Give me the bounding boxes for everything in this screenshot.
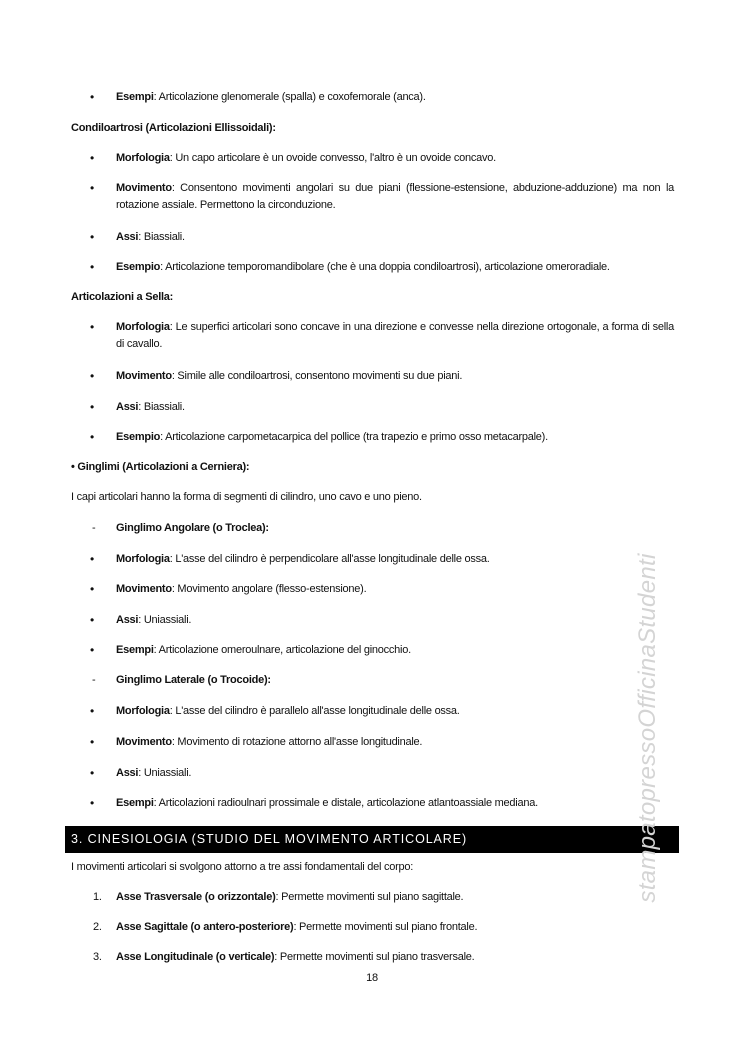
sub-subheading: Ginglimo Angolare (o Troclea): — [116, 522, 269, 534]
list-item-text: : Articolazioni radioulnari prossimale e distale, articolazione atlantoassiale mediana. — [153, 797, 538, 809]
bullet-icon: • — [90, 369, 94, 383]
section-intro: I movimenti articolari si svolgono attorno a tre assi fondamentali del corpo: — [71, 861, 414, 873]
bullet-icon: • — [90, 552, 94, 566]
list-item-text: : Uniassiali. — [138, 767, 192, 779]
list-item-term: Morfologia — [116, 553, 170, 565]
list-item-term: Movimento — [116, 182, 172, 194]
list-item — [116, 551, 674, 568]
numbered-item — [116, 919, 674, 936]
list-item-term: Movimento — [116, 370, 172, 382]
list-item-text: : Biassiali. — [138, 231, 185, 243]
axis-description: : Permette movimenti sul piano frontale. — [293, 921, 478, 933]
list-item-text: : Consentono movimenti angolari su due piani (flessione-estensione, abduzione-adduzione) ma non la rotazione assiale. Permettono la circonduzione. — [116, 182, 674, 211]
subheading-line — [71, 121, 276, 135]
list-item-text: : Articolazione omeroulnare, articolazione del ginocchio. — [153, 644, 411, 656]
bullet-icon: • — [90, 766, 94, 780]
list-item-term: Assi — [116, 767, 139, 779]
list-item-term: Movimento — [116, 736, 172, 748]
list-item — [116, 765, 674, 782]
list-item-text: : Movimento angolare (flesso-estensione). — [171, 583, 367, 595]
list-item-term: Morfologia — [116, 705, 170, 717]
subheading: Articolazioni a Sella: — [71, 291, 174, 303]
list-number: 3. — [93, 951, 102, 963]
numbered-item — [116, 889, 674, 906]
list-item-text: : Un capo articolare è un ovoide convesso, l'altro è un ovoide concavo. — [169, 152, 496, 164]
bullet-icon: • — [90, 582, 94, 596]
bullet-icon: • — [90, 796, 94, 810]
list-item-text: : Articolazione temporomandibolare (che è una doppia condiloartrosi), articolazione omeroradiale. — [160, 261, 610, 273]
bullet-icon: • — [90, 400, 94, 414]
numbered-item — [116, 949, 674, 966]
bullet-icon: • — [90, 320, 94, 334]
list-item — [116, 89, 674, 106]
list-item — [116, 612, 674, 629]
subheading: Condiloartrosi (Articolazioni Ellissoidali): — [71, 122, 276, 134]
bullet-icon: • — [90, 230, 94, 244]
list-item — [116, 150, 674, 167]
axis-description: : Permette movimenti sul piano sagittale. — [275, 891, 464, 903]
axis-description: : Permette movimenti sul piano trasversale. — [274, 951, 475, 963]
bullet-icon: • — [90, 613, 94, 627]
list-item — [116, 180, 674, 214]
axis-name: Asse Trasversale (o orizzontale) — [116, 891, 276, 903]
list-item — [116, 429, 674, 446]
axis-name: Asse Sagittale (o antero-posteriore) — [116, 921, 294, 933]
list-item-term: Esempi — [116, 797, 154, 809]
bullet-icon: • — [90, 643, 94, 657]
list-item-term: Esempio — [116, 261, 161, 273]
list-item — [116, 259, 674, 276]
list-item — [116, 642, 674, 659]
section-header: 3. CINESIOLOGIA (STUDIO DEL MOVIMENTO ARTICOLARE) — [65, 826, 679, 853]
list-item-term: Assi — [116, 614, 139, 626]
list-item-term: Assi — [116, 231, 139, 243]
list-item-text: : Simile alle condiloartrosi, consentono movimenti su due piani. — [171, 370, 463, 382]
dash-item — [116, 672, 674, 689]
list-item-term: Esempio — [116, 431, 161, 443]
dash-marker: - — [92, 674, 96, 686]
list-item-text: : Articolazione carpometacarpica del pollice (tra trapezio e primo osso metacarpale). — [160, 431, 548, 443]
list-item-text: : Le superfici articolari sono concave in una direzione e convesse nella direzione ortogonale, a forma di sella di cavallo. — [116, 321, 674, 350]
bullet-icon: • — [90, 90, 94, 104]
list-item — [116, 703, 674, 720]
sub-subheading: Ginglimo Laterale (o Trocoide): — [116, 674, 271, 686]
list-item — [116, 319, 674, 353]
list-item — [116, 399, 674, 416]
subheading-line — [71, 460, 249, 474]
subheading-line — [71, 290, 173, 304]
axis-name: Asse Longitudinale (o verticale) — [116, 951, 275, 963]
list-item-term: Esempi — [116, 644, 154, 656]
paragraph: I capi articolari hanno la forma di segmenti di cilindro, uno cavo e uno pieno. — [71, 491, 422, 503]
subheading: • Ginglimi (Articolazioni a Cerniera): — [71, 461, 250, 473]
list-item-text: : L'asse del cilindro è perpendicolare all'asse longitudinale delle ossa. — [169, 553, 490, 565]
bullet-icon: • — [90, 181, 94, 195]
dash-item — [116, 520, 674, 537]
list-item-term: Assi — [116, 401, 139, 413]
list-item-text: : Movimento di rotazione attorno all'asse longitudinale. — [171, 736, 423, 748]
page-number: 18 — [366, 972, 378, 984]
list-number: 2. — [93, 921, 102, 933]
list-item-text: : L'asse del cilindro è parallelo all'asse longitudinale delle ossa. — [169, 705, 460, 717]
list-item-text: : Articolazione glenomerale (spalla) e coxofemorale (anca). — [153, 91, 426, 103]
watermark: stampatopressoOfficinaStudenti — [634, 553, 661, 903]
list-item-term: Movimento — [116, 583, 172, 595]
bullet-icon: • — [90, 735, 94, 749]
list-item — [116, 734, 674, 751]
list-item — [116, 795, 674, 812]
bullet-icon: • — [90, 151, 94, 165]
list-item — [116, 368, 674, 385]
bullet-icon: • — [90, 704, 94, 718]
list-item-term: Morfologia — [116, 321, 170, 333]
list-item-term: Esempi — [116, 91, 154, 103]
bullet-icon: • — [90, 430, 94, 444]
bullet-icon: • — [90, 260, 94, 274]
list-item-term: Morfologia — [116, 152, 170, 164]
list-item-text: : Biassiali. — [138, 401, 185, 413]
dash-marker: - — [92, 522, 96, 534]
list-item — [116, 581, 674, 598]
list-item — [116, 229, 674, 246]
list-item-text: : Uniassiali. — [138, 614, 192, 626]
list-number: 1. — [93, 891, 102, 903]
